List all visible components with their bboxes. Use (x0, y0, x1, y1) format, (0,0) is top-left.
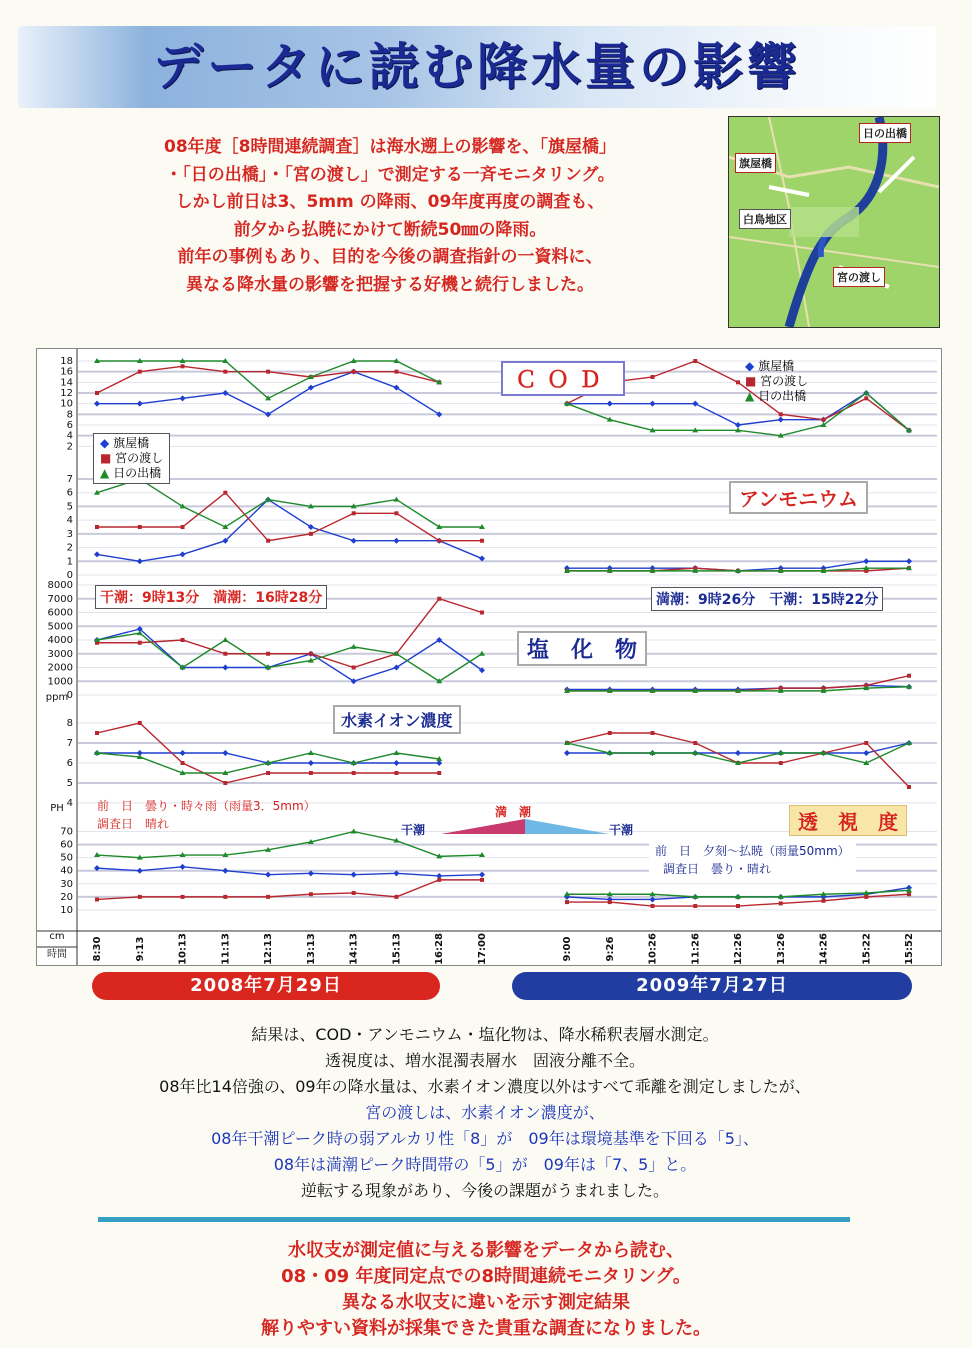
data-point (266, 370, 270, 374)
intro-line: 前年の事例もあり、目的を今後の調査指針の一資料に、 (177, 247, 603, 267)
legend-item: 宮の渡し (115, 451, 164, 465)
data-point (480, 878, 484, 882)
data-point (394, 511, 398, 515)
data-point (437, 539, 441, 543)
intro-line: しかし前日は3、5mm の降雨、09年度再度の調査も、 (175, 192, 605, 212)
data-point (138, 641, 142, 645)
data-point (480, 611, 484, 615)
data-point (779, 761, 783, 765)
y-tick-label: 6000 (47, 607, 73, 619)
data-point (181, 761, 185, 765)
y-tick-label: 40 (60, 865, 73, 877)
data-point (351, 872, 357, 878)
data-point (565, 900, 569, 904)
y-tick-label: 50 (60, 852, 73, 864)
data-point (607, 401, 613, 407)
weather-2009-prev: 前 日 夕刻～払暁（雨量50mm） (655, 844, 850, 858)
data-point (863, 750, 869, 756)
data-point (309, 652, 313, 656)
x-tick-label: 13:26 (775, 933, 787, 965)
data-point (352, 370, 356, 374)
intro-line: ・「日の出橋」・「宮の渡し」で測定する一斉モニタリング。 (165, 164, 615, 185)
data-point (181, 895, 185, 899)
legend-item: 日の出橋 (113, 466, 162, 480)
data-point (651, 731, 655, 735)
y-tick-label: 5 (66, 778, 73, 789)
data-point (265, 872, 271, 878)
y-tick-label: 20 (60, 891, 73, 903)
data-point (437, 878, 441, 882)
data-point (437, 771, 441, 775)
y-tick-label: 10 (60, 398, 73, 410)
data-point (94, 551, 100, 557)
x-tick-label: 17:00 (477, 933, 488, 965)
y-tick-label: 7000 (47, 593, 73, 605)
data-point (309, 771, 313, 775)
data-point (394, 370, 398, 374)
data-point (223, 781, 227, 785)
data-point (564, 750, 570, 756)
conclusion-line: 08・09 年度同定点での8時間連続モニタリング。 (281, 1266, 691, 1287)
y-tick-label: 60 (60, 839, 73, 851)
weather-2009-day: 調査日 曇り・晴れ (663, 862, 772, 876)
x-tick-label: 11:13 (220, 933, 232, 965)
data-point (779, 412, 783, 416)
x-tick-label: 11:26 (690, 933, 702, 965)
chart-panel (36, 348, 942, 966)
legend-item: 旗屋橋 (113, 436, 150, 450)
data-point (138, 895, 142, 899)
unit-ppm: ppm (45, 692, 69, 703)
data-point (651, 375, 655, 379)
y-tick-label: 10 (60, 904, 73, 916)
data-point (266, 652, 270, 656)
data-point (266, 895, 270, 899)
y-tick-label: 3000 (47, 648, 73, 660)
conclusion-line: 解りやすい資料が採集できた貴重な調査になりました。 (261, 1318, 711, 1339)
data-point (906, 558, 912, 564)
data-point (650, 401, 656, 407)
result-line: 08年は満潮ピーク時間帯の「5」が 09年は「7、5」と。 (273, 1155, 697, 1174)
x-tick-label: 9:13 (134, 936, 146, 962)
panel-title-transparency: 透 視 度 (789, 805, 907, 836)
data-point (608, 900, 612, 904)
legend-item: 日の出橋 (758, 389, 807, 403)
data-point (735, 422, 741, 428)
data-point (692, 401, 698, 407)
x-tick-label: 12:26 (733, 933, 744, 965)
x-tick-label: 15:52 (904, 933, 915, 965)
data-point (479, 872, 485, 878)
data-point (181, 525, 185, 529)
data-point (138, 370, 142, 374)
y-tick-label: 0 (66, 570, 73, 581)
intro-line: 08年度［8時間連続調査］は海水遡上の影響を、「旗屋橋」 (164, 137, 616, 157)
data-point (223, 652, 227, 656)
y-tick-label: 4 (66, 430, 73, 442)
weather-2008-prev: 前 日 曇り・時々雨（雨量3．5mm） (97, 799, 316, 813)
data-point (480, 539, 484, 543)
data-point (95, 897, 99, 901)
data-point (352, 511, 356, 515)
y-tick-label: 5 (66, 501, 73, 513)
y-tick-label: 8 (66, 409, 73, 421)
panel-title-ammonium: アンモニウム (729, 481, 868, 514)
data-point (351, 538, 357, 544)
x-tick-label: 10:26 (647, 933, 659, 965)
data-point (181, 364, 185, 368)
data-point (822, 899, 826, 903)
y-tick-label: 12 (60, 388, 73, 399)
unit-cm: cm (49, 931, 65, 942)
data-point (864, 895, 868, 899)
data-point (137, 558, 143, 564)
data-point (779, 901, 783, 905)
data-point (137, 401, 143, 407)
data-point (393, 497, 399, 502)
y-tick-label: 2 (66, 441, 73, 453)
data-point (907, 785, 911, 789)
unit-time: 時間 (47, 949, 67, 960)
data-point (393, 538, 399, 544)
y-tick-label: 30 (60, 878, 73, 890)
data-point (907, 892, 911, 896)
tide-triangle (441, 819, 609, 835)
x-tick-label: 8:30 (92, 936, 103, 962)
conclusion-line: 異なる水収支に違いを示す測定結果 (342, 1292, 630, 1313)
data-point (95, 525, 99, 529)
y-tick-label: 7 (66, 474, 73, 485)
data-point (137, 868, 143, 874)
data-point (223, 370, 227, 374)
y-tick-label: 18 (60, 356, 73, 367)
result-line: 透視度は、増水混濁表層水 固液分離不全。 (324, 1051, 645, 1070)
y-tick-label: 6 (66, 487, 73, 499)
data-point (180, 551, 186, 557)
data-point (309, 532, 313, 536)
data-point (393, 750, 399, 755)
intro-line: 前夕から払暁にかけて断続50㎜の降雨。 (233, 219, 547, 240)
tide-high-label: 満 潮 (495, 805, 532, 819)
y-tick-label: 14 (60, 377, 73, 389)
data-point (863, 558, 869, 564)
data-point (222, 868, 228, 874)
y-tick-label: 4000 (47, 635, 73, 646)
x-tick-label: 15:22 (861, 933, 873, 965)
data-point (352, 771, 356, 775)
data-point (266, 539, 270, 543)
result-line: 宮の渡しは、水素イオン濃度が、 (365, 1103, 605, 1122)
y-tick-label: 8 (66, 718, 73, 729)
y-tick-label: 2 (66, 542, 73, 554)
weather-2008 (97, 797, 316, 833)
data-point (181, 638, 185, 642)
data-point (138, 721, 142, 725)
panel-title-cod: ＣＯＤ (501, 361, 625, 396)
y-tick-label: 4 (66, 798, 73, 809)
data-point (138, 525, 142, 529)
legend-2008: ◆ 旗屋橋 ■ 宮の渡し ▲ 日の出橋 (93, 433, 170, 484)
x-tick-label: 9:26 (604, 936, 616, 962)
y-tick-label: 6 (66, 758, 73, 769)
x-tick-label: 14:26 (818, 933, 830, 965)
data-point (651, 904, 655, 908)
series-line-cl-2008-1 (97, 599, 482, 668)
x-tick-label: 15:13 (391, 933, 403, 965)
data-point (736, 904, 740, 908)
data-point (608, 731, 612, 735)
tide-low-label: 干潮 (401, 823, 426, 837)
tide-2009: 満潮：9時26分 干潮：15時22分 (651, 587, 883, 611)
legend-item: 旗屋橋 (758, 359, 795, 373)
date-2009: 2009年7月27日 (512, 972, 912, 1000)
x-tick-label: 16:28 (434, 933, 446, 965)
y-tick-label: 7 (66, 738, 73, 749)
data-point (222, 750, 228, 756)
tide-low-label-2: 干潮 (609, 823, 634, 837)
y-tick-label: 3 (66, 528, 73, 540)
y-tick-label: 2000 (47, 662, 73, 674)
x-tick-label: 9:00 (562, 936, 573, 962)
data-point (352, 666, 356, 670)
y-tick-label: 70 (60, 826, 73, 838)
y-tick-label: 6 (66, 420, 73, 431)
page-title: データに読む降水量の影響 (153, 37, 801, 96)
data-point (394, 771, 398, 775)
data-point (95, 731, 99, 735)
x-tick-label: 12:13 (263, 933, 275, 965)
data-point (222, 665, 228, 671)
data-point (693, 359, 697, 363)
data-point (351, 644, 357, 649)
y-tick-label: 4 (66, 515, 73, 527)
weather-2009 (649, 841, 856, 879)
data-point (693, 904, 697, 908)
legend-item: 宮の渡し (760, 374, 809, 388)
map-label-hinode: 日の出橋 (859, 123, 911, 143)
intro-text (80, 134, 700, 299)
series-line-cl-2008-0 (97, 629, 482, 681)
data-point (822, 418, 826, 422)
x-tick-label: 13:13 (305, 933, 317, 965)
tide-2008: 干潮：9時13分 満潮：16時28分 (95, 585, 327, 609)
data-point (308, 750, 314, 755)
data-point (180, 864, 186, 870)
location-map (728, 116, 940, 328)
weather-2008-day: 調査日 晴れ (97, 817, 170, 831)
x-tick-label: 14:13 (348, 933, 360, 965)
conclusion-text (60, 1238, 912, 1342)
map-label-miya: 宮の渡し (833, 267, 885, 287)
panel-title-ph: 水素イオン濃度 (333, 705, 461, 734)
y-tick-label: 16 (60, 366, 73, 378)
data-point (266, 771, 270, 775)
data-point (864, 396, 868, 400)
data-point (94, 401, 100, 407)
data-point (864, 741, 868, 745)
data-point (907, 674, 911, 678)
unit-ph: PH (50, 803, 64, 814)
x-tick-label: 10:13 (177, 933, 189, 965)
data-point (308, 760, 314, 766)
data-point (180, 750, 186, 756)
divider (98, 1217, 850, 1222)
data-point (180, 395, 186, 401)
data-point (778, 417, 784, 423)
y-tick-label: 5000 (47, 621, 73, 633)
y-tick-label: 1000 (47, 676, 73, 688)
data-point (394, 895, 398, 899)
map-label-area: 白鳥地区 (739, 209, 791, 229)
y-tick-label: 8000 (47, 580, 73, 591)
date-2008: 2008年7月29日 (92, 972, 440, 1000)
result-line: 08年干潮ピーク時の弱アルカリ性「8」が 09年は環境基準を下回る「5」、 (211, 1129, 759, 1148)
data-point (223, 491, 227, 495)
y-tick-label: 1 (66, 556, 73, 568)
intro-line: 異なる降水量の影響を把握する好機と続行しました。 (186, 274, 594, 295)
map-label-hataya: 旗屋橋 (735, 153, 776, 173)
panel-title-chloride: 塩 化 物 (517, 631, 647, 666)
data-point (437, 597, 441, 601)
data-point (309, 892, 313, 896)
data-point (95, 391, 99, 395)
data-point (352, 891, 356, 895)
result-line: 08年比14倍強の、09年の降水量は、水素イオン濃度以外はすべて乖離を測定しましたが、 (159, 1077, 811, 1096)
conclusion-line: 水収支が測定値に与える影響をデータから読む、 (288, 1240, 684, 1261)
data-point (393, 760, 399, 766)
data-point (693, 741, 697, 745)
result-line: 逆転する現象があり、今後の課題がうまれました。 (300, 1181, 669, 1200)
result-text (20, 1022, 950, 1204)
y-tick-label: 0 (66, 690, 73, 701)
result-line: 結果は、COD・アンモニウム・塩化物は、降水稀釈表層水測定。 (251, 1025, 719, 1044)
data-point (223, 895, 227, 899)
legend-2009: ◆ 旗屋橋 ■ 宮の渡し ▲ 日の出橋 (745, 359, 809, 403)
data-point (735, 750, 741, 756)
data-point (222, 390, 228, 396)
